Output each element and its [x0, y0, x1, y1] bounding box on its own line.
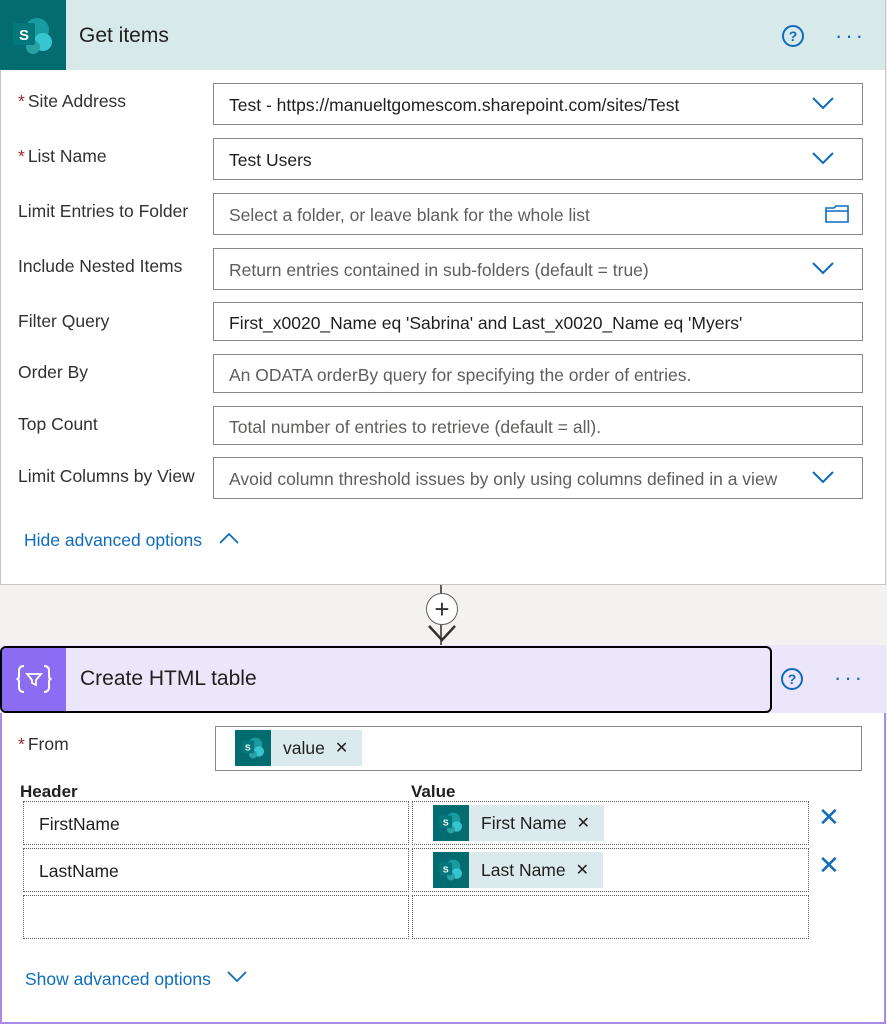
sharepoint-icon — [433, 852, 469, 888]
delete-row-icon[interactable]: ✕ — [818, 850, 840, 880]
field-label-limit-columns: Limit Columns by View — [18, 466, 195, 486]
show-advanced-options-link[interactable] — [25, 969, 247, 990]
chevron-down-icon — [227, 971, 247, 983]
more-options-icon[interactable]: ··· — [834, 665, 865, 690]
list-name-dropdown[interactable] — [213, 138, 863, 180]
site-address-value: Test - https://manueltgomescom.sharepoint.com/sites/Test — [229, 95, 680, 115]
dynamic-content-token[interactable] — [433, 805, 604, 841]
svg-text:S: S — [244, 742, 251, 753]
site-address-dropdown[interactable] — [213, 83, 863, 125]
order-by-placeholder: An ODATA orderBy query for specifying the order of entries. — [229, 365, 692, 385]
chevron-down-icon[interactable] — [812, 96, 834, 110]
chevron-down-icon[interactable] — [812, 151, 834, 165]
value-cell-input[interactable] — [412, 895, 809, 939]
show-advanced-label: Show advanced options — [25, 969, 211, 989]
close-icon[interactable]: ✕ — [334, 740, 349, 757]
value-cell-input[interactable] — [412, 848, 809, 892]
top-count-input[interactable] — [213, 406, 863, 445]
field-label-top-count: Top Count — [18, 414, 98, 434]
svg-text:S: S — [442, 864, 449, 875]
hide-advanced-label: Hide advanced options — [24, 530, 203, 550]
svg-text:S: S — [18, 27, 30, 44]
delete-row-icon[interactable]: ✕ — [818, 802, 840, 832]
top-count-placeholder: Total number of entries to retrieve (default = all). — [229, 417, 602, 437]
field-label-nested-items: Include Nested Items — [18, 256, 183, 276]
token-label: First Name — [481, 812, 567, 833]
filter-query-value: First_x0020_Name eq 'Sabrina' and Last_x0020_Name eq 'Myers' — [229, 313, 743, 333]
value-cell-input[interactable] — [412, 801, 809, 845]
arrow-down-icon — [427, 624, 457, 644]
plus-icon: + — [434, 594, 450, 624]
more-options-icon[interactable]: ··· — [835, 23, 866, 48]
field-label-filter-query: Filter Query — [18, 311, 110, 331]
chevron-down-icon[interactable] — [812, 470, 834, 484]
token-label: Last Name — [481, 859, 566, 880]
filter-query-input[interactable] — [213, 302, 863, 341]
header-cell-input[interactable] — [23, 801, 409, 845]
field-label-from: * From — [18, 734, 69, 754]
chevron-up-icon — [219, 532, 239, 544]
header-cell-input[interactable] — [23, 895, 409, 939]
limit-columns-dropdown[interactable] — [213, 457, 863, 499]
field-label-site-address: * Site Address — [18, 91, 127, 111]
limit-columns-placeholder: Avoid column threshold issues by only using columns defined in a view — [229, 469, 778, 489]
svg-text:S: S — [442, 817, 449, 828]
help-icon[interactable]: ? — [782, 25, 804, 47]
sharepoint-icon — [235, 730, 271, 766]
from-input[interactable] — [215, 726, 862, 771]
limit-folder-input[interactable] — [213, 193, 863, 235]
close-icon[interactable]: ✕ — [576, 815, 590, 832]
card-title: Create HTML table — [80, 667, 257, 690]
data-operation-icon — [2, 648, 66, 711]
hide-advanced-options-link[interactable] — [24, 530, 239, 551]
add-step-button[interactable] — [426, 593, 458, 625]
card-title: Get items — [79, 24, 169, 47]
column-header-value: Value — [411, 782, 456, 801]
sharepoint-icon — [0, 0, 66, 70]
field-label-order-by: Order By — [18, 362, 89, 382]
order-by-input[interactable] — [213, 354, 863, 393]
nested-items-placeholder: Return entries contained in sub-folders (default = true) — [229, 260, 649, 280]
dynamic-content-token[interactable] — [433, 852, 603, 888]
folder-icon[interactable] — [824, 204, 850, 224]
header-cell-value: FirstName — [39, 814, 120, 834]
field-label-limit-folder: Limit Entries to Folder — [18, 201, 189, 221]
chevron-down-icon[interactable] — [812, 261, 834, 275]
limit-folder-placeholder: Select a folder, or leave blank for the whole list — [229, 205, 590, 225]
nested-items-dropdown[interactable] — [213, 248, 863, 290]
header-cell-input[interactable] — [23, 848, 409, 892]
sharepoint-icon — [433, 805, 469, 841]
help-icon[interactable]: ? — [781, 668, 803, 690]
field-label-list-name: * List Name — [18, 146, 107, 166]
token-label: value — [283, 737, 325, 758]
dynamic-content-token[interactable] — [235, 730, 362, 766]
close-icon[interactable]: ✕ — [575, 862, 590, 879]
header-cell-value: LastName — [39, 861, 119, 881]
list-name-value: Test Users — [229, 150, 312, 170]
column-header-header: Header — [20, 782, 78, 801]
